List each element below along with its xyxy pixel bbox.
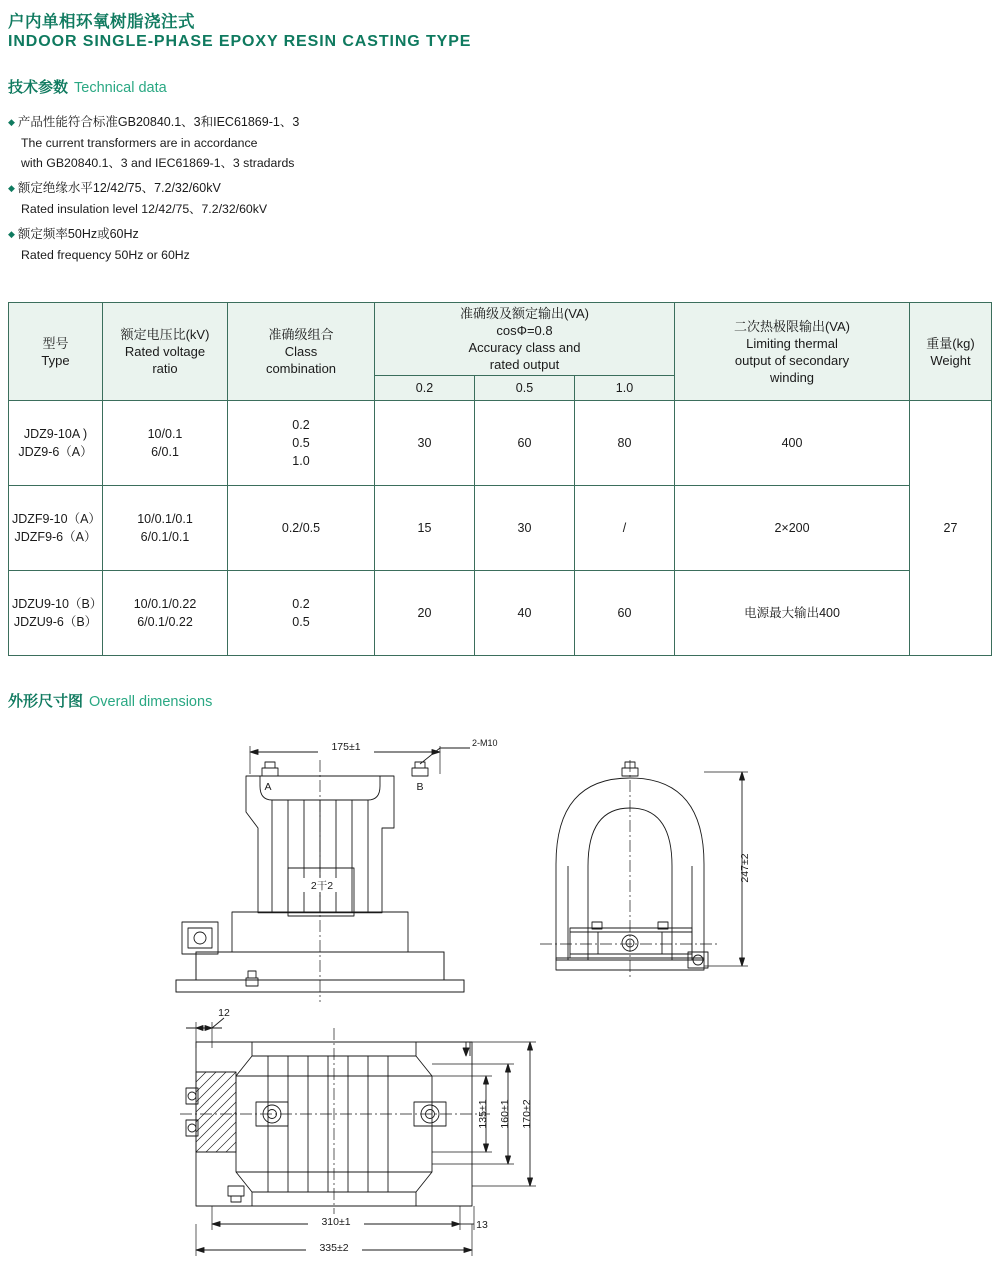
cell-accuracy-02: 30 [375,401,475,486]
col-header-class-cn: 准确级组合 [268,327,334,342]
col-header-thermal-cn: 二次热极限输出(VA) [733,318,851,334]
col-header-accuracy-cos: cosΦ=0.8 [496,323,553,338]
col-header-ratio-cn: 额定电压比(kV) [120,327,210,342]
col-header-accuracy [375,303,675,376]
bullet-text-cn: 产品性能符合标准GB20840.1、3和IEC61869-1、3 [17,115,300,129]
cell-thermal: 2×200 [675,486,910,571]
col-header-ratio-en: Rated voltage [124,344,206,359]
cell-ratio [103,486,228,571]
specification-table [8,302,992,656]
dim-top-12: 12 [218,1007,230,1019]
dim-side-height: 247±2 [739,853,751,883]
col-header-accuracy-en: Accuracy class and [468,340,581,355]
terminal-label-a: A [264,781,272,793]
table-row [9,571,992,656]
bullet-text-en: Rated insulation level 12/42/75、7.2/32/60kV [21,202,268,216]
cell-type-line: JDZU9-10（B） [12,597,103,611]
col-header-type-en: Type [41,352,70,368]
table-row [9,401,992,486]
cell-type-line: JDZF9-6（A） [14,530,97,544]
cell-accuracy-02: 20 [375,571,475,656]
cell-class [228,571,375,656]
cell-accuracy-05: 40 [475,571,575,656]
cell-weight: 27 [910,401,992,656]
cell-accuracy-10: / [575,486,675,571]
table-row [9,486,992,571]
col-header-ratio [103,303,228,401]
cell-class-line: 0.2/0.5 [281,521,321,535]
diamond-bullet-icon: ◆ [8,183,15,193]
col-subheader-05: 0.5 [475,376,575,401]
cell-type [9,401,103,486]
col-header-type-cn: 型号 [42,335,69,351]
col-header-thermal-en: winding [769,369,815,385]
technical-bullet-list [8,112,628,270]
bullet-item [8,178,628,219]
page-title-en: INDOOR SINGLE-PHASE EPOXY RESIN CASTING TYPE [8,33,472,50]
cell-class [228,401,375,486]
cell-class-line: 0.5 [292,436,310,450]
cell-class-line: 0.2 [292,597,310,611]
overall-dimensions-heading-cn: 外形尺寸图 [8,693,84,710]
side-view-drawing [540,760,748,978]
bullet-item [8,224,628,265]
cell-class-line: 0.5 [292,615,310,629]
col-header-class-en: combination [265,361,337,376]
dim-top-335: 335±2 [319,1242,349,1254]
page-title-cn: 户内单相环氧树脂浇注式 [8,13,195,31]
drawings-svg [0,716,1000,1268]
bullet-text-en: The current transformers are in accordance [21,136,258,150]
diamond-bullet-icon: ◆ [8,229,15,239]
dim-front-inner: 2干2 [310,880,334,892]
cell-type-line: JDZ9-6（A） [18,445,93,459]
cell-type [9,486,103,571]
col-header-ratio-en: ratio [152,361,178,376]
col-subheader-10: 1.0 [575,376,675,401]
col-header-weight-cn: 重量(kg) [926,335,975,351]
cell-accuracy-05: 60 [475,401,575,486]
cell-type-line: JDZ9-10A ) [23,427,88,441]
bullet-text-en: with GB20840.1、3 and IEC61869-1、3 stradards [21,156,295,170]
cell-ratio-line: 6/0.1/0.1 [140,530,190,544]
cell-accuracy-10: 60 [575,571,675,656]
bullet-text-cn: 额定频率50Hz或60Hz [17,227,139,241]
col-header-accuracy-cn: 准确级及额定输出(VA) [459,306,590,321]
col-header-weight-en: Weight [930,352,971,368]
technical-data-heading-cn: 技术参数 [8,79,69,96]
cell-ratio [103,401,228,486]
col-header-type [9,303,103,401]
col-header-thermal-en: output of secondary [734,352,850,368]
cell-accuracy-05: 30 [475,486,575,571]
cell-ratio-line: 6/0.1 [151,445,179,459]
cell-type [9,571,103,656]
table-header-row [9,303,992,376]
bullet-text-cn: 额定绝缘水平12/42/75、7.2/32/60kV [17,181,221,195]
cell-thermal: 电源最大输出400 [675,571,910,656]
bullet-text-en: Rated frequency 50Hz or 60Hz [21,248,190,262]
dim-top-310: 310±1 [321,1216,351,1228]
dim-top-13: 13 [476,1219,488,1231]
overall-dimensions-heading [8,690,212,711]
cell-class-line: 1.0 [292,454,310,468]
col-header-class [228,303,375,401]
cell-ratio-line: 10/0.1/0.1 [137,512,193,526]
table-body [9,401,992,656]
dim-front-width: 175±1 [331,741,361,753]
terminal-label-b: B [416,781,424,793]
cell-accuracy-02: 15 [375,486,475,571]
dim-top-135: 135±1 [477,1099,489,1129]
col-subheader-02: 0.2 [375,376,475,401]
front-view-drawing [176,746,470,1002]
technical-data-heading-en: Technical data [74,80,167,96]
dim-top-170: 170±2 [521,1099,533,1129]
cell-class-line: 0.2 [292,418,310,432]
cell-accuracy-10: 80 [575,401,675,486]
cell-type-line: JDZU9-6（B） [13,615,98,629]
diamond-bullet-icon: ◆ [8,117,15,127]
col-header-thermal [675,303,910,401]
col-header-class-en: Class [284,344,318,359]
dimension-drawings [0,716,1000,1268]
cell-ratio [103,571,228,656]
table-header [9,303,992,401]
cell-ratio-line: 10/0.1/0.22 [133,597,197,611]
col-header-accuracy-en: rated output [489,357,560,372]
cell-type-line: JDZF9-10（A） [12,512,101,526]
cell-ratio-line: 10/0.1 [147,427,183,441]
dim-bolt-2m10: 2-M10 [472,738,498,748]
cell-thermal: 400 [675,401,910,486]
cell-ratio-line: 6/0.1/0.22 [137,615,193,629]
cell-class [228,486,375,571]
col-header-weight [910,303,992,401]
dim-top-160: 160±1 [499,1099,511,1129]
bullet-item [8,112,628,173]
technical-data-heading [8,76,167,97]
overall-dimensions-heading-en: Overall dimensions [89,694,213,710]
col-header-thermal-en: Limiting thermal [746,335,838,351]
